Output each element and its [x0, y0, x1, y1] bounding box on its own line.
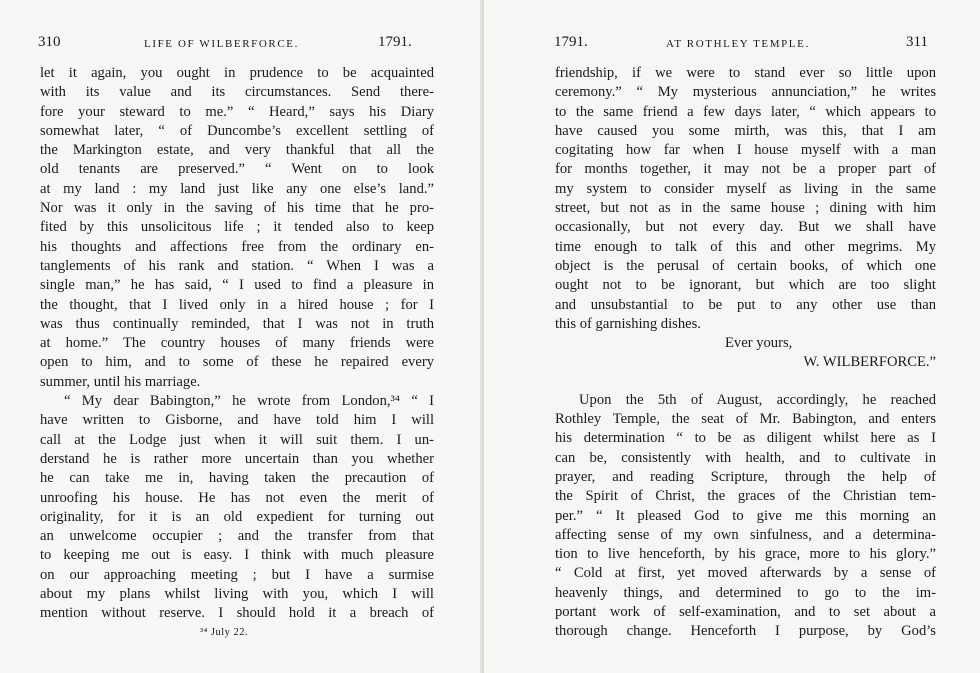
text-line: my system to consider myself as living in the same — [555, 180, 936, 197]
text-line: Nor was it only in the saving of his time that he pro- — [40, 200, 434, 217]
text-line: prayer, and reading Scripture, through the help of — [555, 468, 936, 485]
text-line: mention without reserve. I should hold it a breach of — [40, 605, 434, 622]
text-line: to the same friend a few days later, “ which appears to — [555, 103, 936, 120]
text-line: ought not to be ignorant, but which are too slight — [555, 277, 936, 294]
text-line: single man,” he has said, “ I used to find a pleasure in — [40, 277, 434, 294]
text-line: at my land : my land just like any one else’s land.” — [40, 180, 434, 197]
text-line: street, but not as in the same house ; dining with him — [555, 200, 936, 217]
year-left: 1791. — [378, 34, 412, 50]
text-line: originality, for it is an old expedient for turning out — [40, 508, 434, 525]
text-line: Ever yours, — [725, 335, 793, 352]
text-line: for months together, it may not be a proper part of — [555, 161, 936, 178]
text-line: an unwelcome occupier ; and the transfer from that — [40, 528, 434, 545]
paragraph-gap — [555, 373, 936, 391]
running-head-left: LIFE OF WILBERFORCE. — [144, 38, 299, 50]
text-line: call at the Lodge just when it will suit them. I un- — [40, 431, 434, 448]
text-line: tion to live henceforth, by his grace, more to his glory.” — [555, 546, 936, 563]
text-line: occasionally, but not every day. But we shall have — [555, 219, 936, 236]
text-line: about my plans whilst living with you, which I will — [40, 586, 434, 603]
text-line: his thoughts and affections free from the ordinary en- — [40, 238, 434, 255]
text-line: old tenants are preserved.” “ Went on to look — [40, 161, 434, 178]
text-line: was thus continually reminded, that I was not in truth — [40, 315, 434, 332]
text-line: Rothley Temple, the seat of Mr. Babington, and enters — [555, 411, 936, 428]
text-line: friendship, if we were to stand ever so little upon — [555, 65, 936, 81]
page-number-left: 310 — [38, 34, 61, 50]
text-line: open to him, and to some of these he repaired every — [40, 354, 434, 371]
text-line: fited by this unsolicitous life ; it tended also to keep — [40, 219, 434, 236]
running-head-right: AT ROTHLEY TEMPLE. — [666, 38, 810, 50]
text-line: thorough change. Henceforth I purpose, by God’s — [555, 623, 936, 640]
text-line: heavenly things, and determined to go to the im- — [555, 584, 936, 601]
text-line: this of garnishing dishes. — [555, 315, 701, 332]
text-line: summer, until his marriage. — [40, 373, 201, 390]
left-page — [0, 0, 484, 673]
right-page-body — [555, 64, 936, 642]
text-line: fore your steward to me.” “ Heard,” says his Diary — [40, 103, 434, 120]
text-line: per.” “ It pleased God to give me this morning an — [555, 507, 936, 524]
text-line: with its value and its circumstances. Send there- — [40, 84, 434, 101]
text-line: unroofing his house. He has not even the merit of — [40, 489, 434, 506]
text-line: the Spirit of Christ, the graces of the Christian tem- — [555, 488, 936, 505]
text-line: cogitating how far when I house myself with a man — [555, 142, 936, 159]
left-page-header — [38, 34, 438, 54]
footnote: ³⁴ July 22. — [200, 627, 249, 638]
text-line: ceremony.” “ My mysterious annunciation,” he writes — [555, 84, 936, 101]
text-line: and unsubstantial to be put to any other use than — [555, 296, 936, 313]
text-line: can be, consistently with health, and to cultivate in — [555, 449, 936, 466]
text-line: affecting sense of my own sinfulness, and a determina- — [555, 526, 936, 543]
text-line: Upon the 5th of August, accordingly, he reached — [579, 391, 936, 408]
text-line: have caused you some mirth, was this, that I am — [555, 122, 936, 139]
text-line: W. WILBERFORCE.” — [803, 354, 936, 371]
text-line: have written to Gisborne, and have told him I will — [40, 412, 434, 429]
text-line: to keeping me out is easy. I think with much pleasure — [40, 547, 434, 564]
text-line: object is the perusal of certain books, of which one — [555, 257, 936, 274]
right-page — [484, 0, 980, 673]
text-line: somewhat later, “ of Duncombe’s excellent settling of — [40, 122, 434, 139]
right-page-header — [554, 34, 942, 54]
text-line: tanglements of his rank and station. “ When I was a — [40, 257, 434, 274]
text-line: “ My dear Babington,” he wrote from London,³⁴ “ I — [64, 393, 434, 410]
text-line: derstand he is rather more uncertain than you whether — [40, 450, 434, 467]
text-line: time enough to talk of this and other megrims. My — [555, 238, 936, 255]
text-line: the Markington estate, and very thankful that all the — [40, 142, 434, 159]
page-number-right: 311 — [906, 34, 928, 50]
year-right: 1791. — [554, 34, 588, 50]
text-line: portant work of self-examination, and to set about a — [555, 604, 936, 621]
text-line: at home.” The country houses of many friends were — [40, 335, 434, 352]
text-line: let it again, you ought in prudence to be acquainted — [40, 65, 434, 81]
text-line: the thought, that I lived only in a hired house ; for I — [40, 296, 434, 313]
left-page-body — [40, 64, 434, 624]
text-line: “ Cold at first, yet moved afterwards by a sense of — [555, 565, 936, 582]
text-line: his determination “ to be as diligent whilst here as I — [555, 430, 936, 447]
text-line: he can take me in, having taken the precaution of — [40, 470, 434, 487]
text-line: on our approaching meeting ; but I have a surmise — [40, 566, 434, 583]
